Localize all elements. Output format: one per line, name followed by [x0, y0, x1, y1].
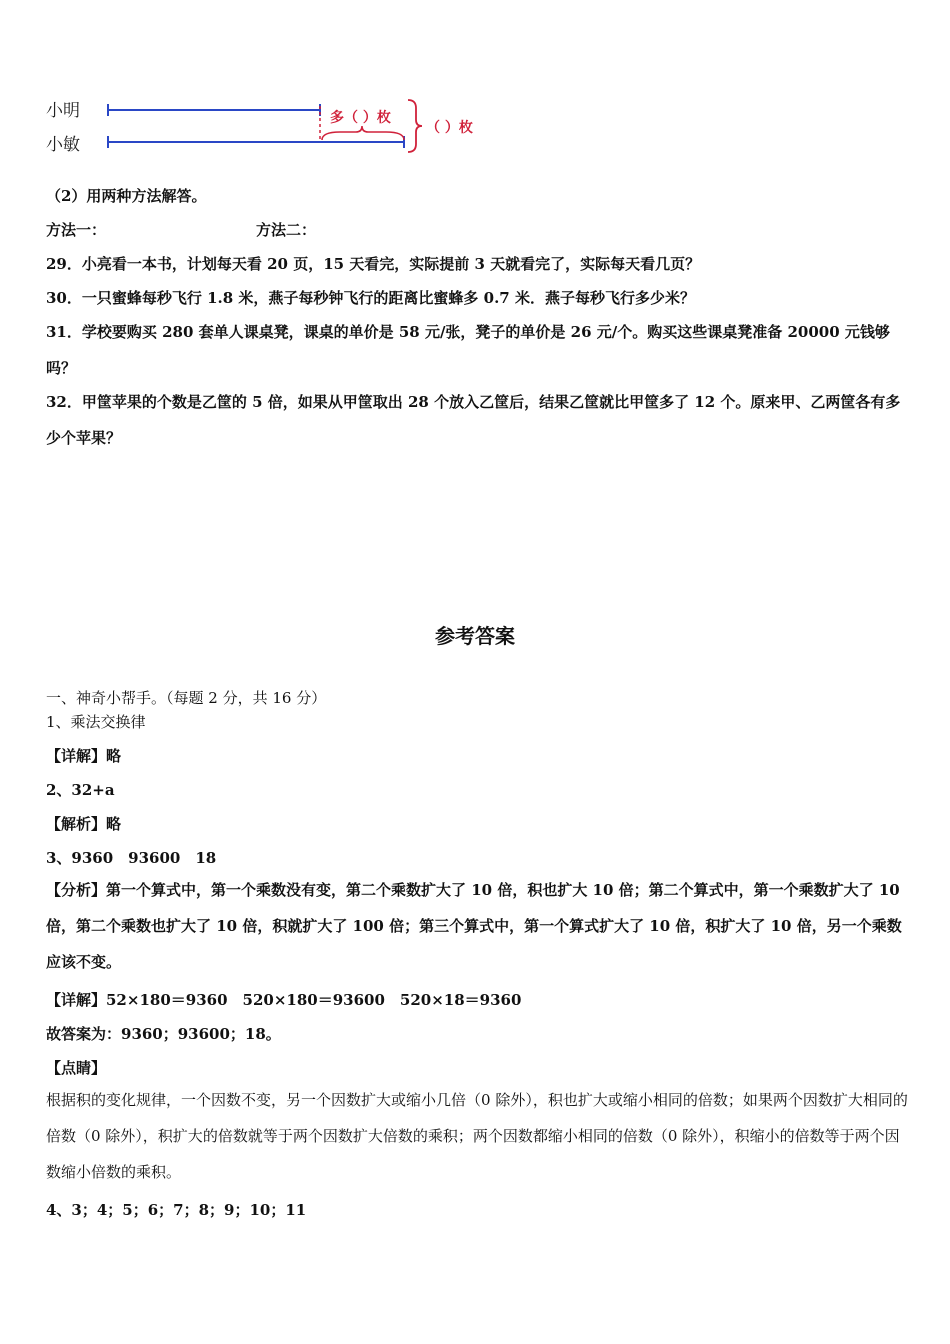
question-30: 30．一只蜜蜂每秒飞行 1.8 米，燕子每秒钟飞行的距离比蜜蜂多 0.7 米．燕子每秒飞行多少米？: [46, 289, 695, 307]
answer-1-detail: 【详解】略: [46, 747, 122, 765]
answer-3: 3、9360 93600 18: [46, 849, 217, 867]
difference-brace: [322, 126, 404, 140]
brace-outer-label: （ ）枚: [426, 120, 473, 136]
question-29: 29．小亮看一本书，计划每天看 20 页，15 天看完，实际提前 3 天就看完了，实际每天看几页？: [46, 255, 701, 273]
answer-4: 4、3；4；5；6；7；8；9；10；11: [46, 1201, 307, 1219]
q28-method1: 方法一：: [46, 221, 107, 239]
answer-3-point: 根据积的变化规律，一个因数不变，另一个因数扩大或缩小几倍（0 除外），积也扩大或缩小相同的倍数；如果两个因数扩大相同的倍数（0 除外），积扩大的倍数就等于两个因数扩大倍数的乘积；两个因数都缩小相同的倍数（0 除外），积缩小的倍数等于两个因数缩小倍数的乘积。: [46, 1091, 908, 1181]
answer-3-detail: 【详解】52×180＝9360 520×180＝93600 520×18＝9360: [46, 991, 522, 1009]
answers-section-1: 一、神奇小帮手。（每题 2 分，共 16 分）: [46, 689, 327, 707]
answer-1: 1、乘法交换律: [46, 713, 146, 731]
brace-inner-label: 多（ ）枚: [330, 110, 391, 126]
label-xiaoming: 小明: [46, 101, 80, 121]
question-31: 31．学校要购买 280 套单人课桌凳，课桌的单价是 58 元/张，凳子的单价是 26 元/个。购买这些课桌凳准备 20000 元钱够吗？: [46, 323, 890, 377]
label-xiaomin: 小敏: [46, 135, 80, 155]
answer-3-analysis: 【分析】第一个算式中，第一个乘数没有变，第二个乘数扩大了 10 倍，积也扩大 10 倍；第二个算式中，第一个乘数扩大了 10 倍，第二个乘数也扩大了 10 倍，积就扩大了 100 倍；第三个算式中，第一个算式扩大了 10 倍，积扩大了 10 倍，另一个乘数应该不变。: [46, 881, 902, 971]
answer-2-detail: 【解析】略: [46, 815, 122, 833]
total-brace: [408, 100, 422, 152]
question-32: 32．甲筐苹果的个数是乙筐的 5 倍，如果从甲筐取出 28 个放入乙筐后，结果乙筐就比甲筐多了 12 个。原来甲、乙两筐各有多少个苹果？: [46, 393, 901, 447]
comparison-diagram: [40, 92, 520, 162]
q28-method2: 方法二：: [256, 221, 317, 239]
answer-3-answer: 故答案为：9360；93600；18。: [46, 1025, 281, 1043]
answers-title: 参考答案: [435, 624, 515, 648]
answer-2: 2、32+a: [46, 781, 115, 799]
q28-part2: （2）用两种方法解答。: [46, 187, 207, 205]
diagram-graphic: [40, 92, 520, 162]
answer-3-point-label: 【点睛】: [46, 1059, 107, 1077]
